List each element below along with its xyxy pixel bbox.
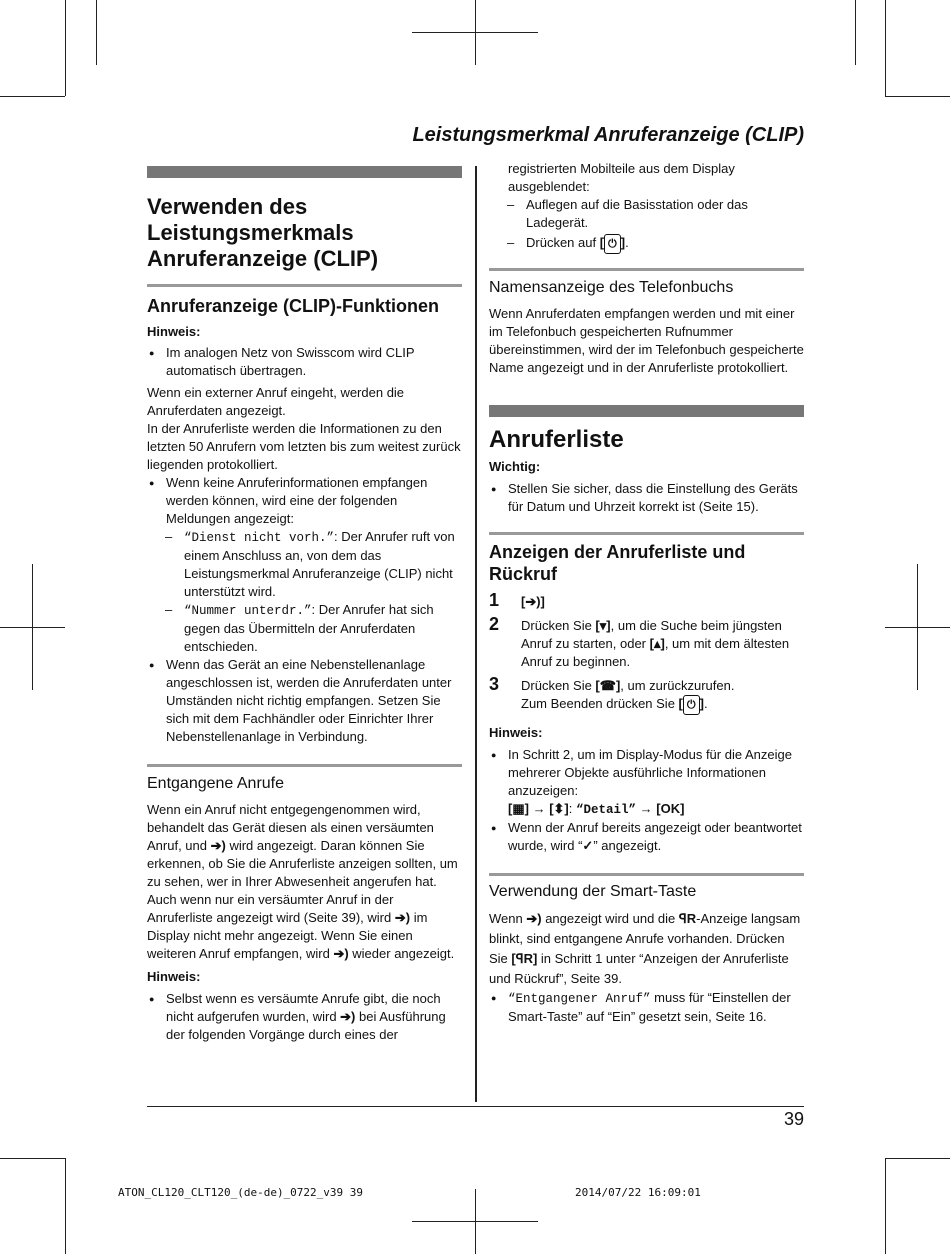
step-2: 2 Drücken Sie [▾], um die Suche beim jüngsten Anruf zu starten, oder [▴], um mit dem ältesten Anruf zu beginnen.	[489, 614, 790, 669]
important-label: Wichtig:	[489, 459, 541, 474]
section-rule	[147, 284, 462, 287]
list-item: ● In Schritt 2, um im Display-Modus für die Anzeige mehrerer Objekte ausführliche Informationen anzuzeigen: [▦] → [⬍]: “Detail” → [OK]	[489, 746, 804, 819]
paragraph: In der Anruferliste werden die Informationen zu den letzten 50 Anrufern vom letzten bis zum weitest zurück liegenden protokolliert.	[147, 421, 461, 472]
list-item: – Drücken auf [ ⏻ ].	[507, 234, 804, 254]
subsection-heading: Anzeigen der Anruferliste und Rückruf	[489, 542, 746, 584]
list-item: ● Wenn der Anruf bereits angezeigt oder beantwortet wurde, wird “✓” angezeigt.	[489, 819, 804, 855]
paragraph: Wenn ein Anruf nicht entgegengenommen wird, behandelt das Gerät diesen als einen versäumten Anruf, und ➔) wird angezeigt. Daran können Sie erkennen, ob Sie die Anruferliste anzeigen sollten, um zu sehen, wer in Ihrer Abwesenheit angerufen hat.	[147, 802, 458, 889]
call-key-icon: [☎]	[595, 678, 621, 693]
missed-call-icon: [➔)]	[521, 594, 545, 609]
missed-call-icon: ➔)	[210, 838, 226, 853]
menu-key-icon: [▦]	[508, 801, 529, 816]
section-bar	[147, 166, 462, 178]
left-column	[147, 160, 462, 1044]
footer-right: 2014/07/22 16:09:01	[575, 1186, 701, 1199]
list-item: – Auflegen auf die Basisstation oder das Ladegerät.	[507, 197, 748, 230]
paragraph: Auch wenn nur ein versäumter Anruf in der Anruferliste angezeigt wird (Seite 39), wird ➔) im Display nicht mehr angezeigt. Wenn Sie einen weiteren Anruf empfangen, wird ➔) wieder angezeigt.	[147, 892, 455, 961]
up-arrow-key-icon: [▴]	[649, 636, 665, 651]
paragraph: Wenn Anruferdaten empfangen werden und mit einer im Telefonbuch gespeicherten Rufnummer übereinstimmen, wird der im Telefonbuch gespeicherte Name angezeigt und in der Anruferliste protokolliert.	[489, 306, 804, 375]
subsection-heading: Verwendung der Smart-Taste	[489, 883, 697, 900]
missed-call-icon: ➔)	[340, 1009, 356, 1024]
power-off-key-icon: [ ⏻ ]	[600, 235, 625, 250]
section-rule	[489, 873, 804, 876]
list-item: ● “Entgangener Anruf” muss für “Einstellen der Smart-Taste” auf “Ein” gesetzt sein, Seite 16.	[489, 989, 804, 1026]
subsection-heading: Namensanzeige des Telefonbuchs	[489, 279, 734, 296]
step-3: 3 Drücken Sie [☎], um zurückzurufen. Zum Beenden drücken Sie [ ⏻ ].	[489, 677, 804, 715]
list-item: ● Im analogen Netz von Swisscom wird CLIP automatisch übertragen.	[147, 344, 462, 380]
checkmark-icon: ✓	[582, 838, 594, 853]
note-label: Hinweis:	[489, 725, 543, 740]
paragraph: Wenn ein externer Anruf eingeht, werden die Anruferdaten angezeigt.	[147, 385, 405, 418]
column-divider	[475, 166, 477, 1102]
section-title: Anruferliste	[489, 426, 624, 453]
section-rule	[489, 268, 804, 271]
note-label: Hinweis:	[147, 969, 201, 984]
section-rule	[489, 532, 804, 535]
list-item: ● Selbst wenn es versäumte Anrufe gibt, die noch nicht aufgerufen wurden, wird ➔) bei Ausführung der folgenden Vorgänge durch eines der	[147, 990, 462, 1044]
subsection-heading: Anruferanzeige (CLIP)-Funktionen	[147, 296, 439, 316]
missed-call-icon: ➔)	[526, 911, 542, 926]
smart-key-icon: [ꟼR]	[511, 951, 538, 966]
up-down-key-icon: [⬍]	[549, 801, 569, 816]
page-number: 39	[783, 1109, 804, 1129]
right-column	[489, 160, 804, 1026]
missed-call-icon: ➔)	[394, 910, 411, 925]
section-rule	[147, 764, 462, 767]
list-item: – “Nummer unterdr.”: Der Anrufer hat sich gegen das Übermitteln der Anruferdaten entschieden.	[165, 602, 434, 654]
bottom-rule	[147, 1106, 804, 1107]
running-header: Leistungsmerkmal Anruferanzeige (CLIP)	[412, 124, 804, 146]
down-arrow-key-icon: [▾]	[595, 618, 611, 633]
list-item: – “Dienst nicht vorh.”: Der Anrufer ruft von einem Anschluss an, von dem das Leistungsmerkmal Anruferanzeige (CLIP) nicht unterstützt wird.	[165, 529, 455, 599]
footer-left: ATON_CL120_CLT120_(de-de)_0722_v39 39	[118, 1186, 364, 1199]
smart-key-icon: ꟼR	[678, 911, 697, 926]
note-label: Hinweis:	[147, 324, 201, 339]
power-off-key-icon: [ ⏻ ]	[679, 696, 704, 711]
step-1: 1 [➔)]	[489, 590, 545, 610]
subsection-heading: Entgangene Anrufe	[147, 775, 285, 792]
paragraph: Wenn ➔) angezeigt wird und die ꟼR-Anzeige langsam blinkt, sind entgangene Anrufe vorhanden. Drücken Sie [ꟼR] in Schritt 1 unter “Anzeigen der Anruferliste und Rückruf”, Seite 39.	[489, 911, 801, 986]
list-item: ● Wenn keine Anruferinformationen empfangen werden können, wird eine der folgenden Meldungen angezeigt:	[147, 474, 462, 528]
list-item: ● Stellen Sie sicher, dass die Einstellung des Geräts für Datum und Uhrzeit korrekt ist (Seite 15).	[489, 480, 804, 516]
section-title: Verwenden des Leistungsmerkmals Anruferanzeige (CLIP)	[147, 194, 379, 271]
missed-call-icon: ➔)	[333, 946, 349, 961]
section-bar	[489, 405, 804, 417]
list-item-continued: ● registrierten Mobilteile aus dem Display ausgeblendet:	[489, 160, 804, 196]
list-item: ● Wenn das Gerät an eine Nebenstellenanlage angeschlossen ist, werden die Anruferdaten unter Umständen nicht richtig empfangen. Setzen Sie sich mit dem Fachhändler oder Einrichter Ihrer Nebenstellenanlage in Verbindung.	[147, 656, 462, 746]
